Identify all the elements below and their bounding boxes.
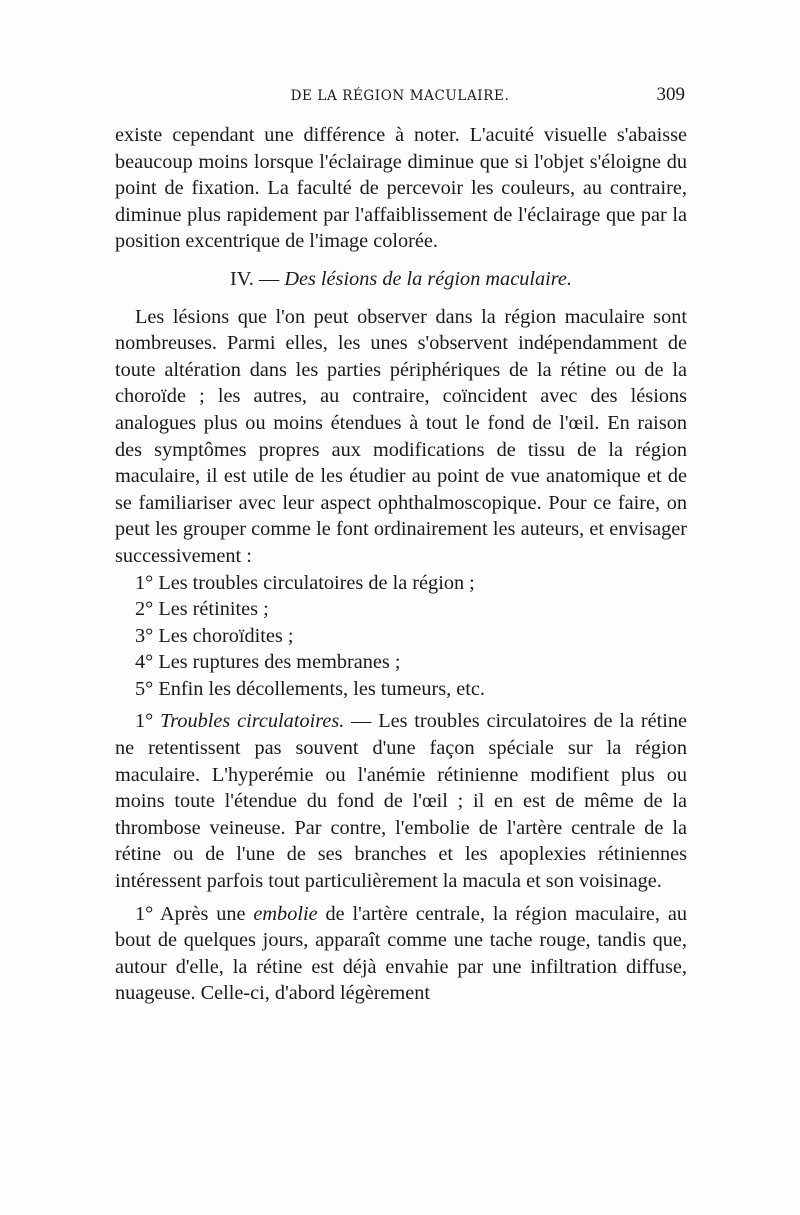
list-item: 3° Les choroïdites ; [135, 624, 294, 647]
list-item: 2° Les rétinites ; [135, 598, 269, 621]
running-head: DE LA RÉGION MACULAIRE. [290, 88, 510, 104]
list-item: 4° Les ruptures des membranes ; [135, 651, 401, 674]
list-item: 5° Enfin les décollements, les tumeurs, etc. [135, 677, 485, 700]
paragraph-text: — Les troubles circulatoires de la rétine ne retentissent pas souvent d'une façon spéciale sur la région maculaire. L'hyperémie ou l'anémie rétinienne modifient plus ou moins toute l'étendue du fond de l'œil ; il en est de même de la thrombose veineuse. Par contre, l'embolie de l'artère centrale de la rétine ou de l'une de ses branches et les apoplexies rétiniennes intéressent parfois tout particulièrement la macula et son voisinage. [115, 710, 688, 893]
paragraph-continuation: existe cependant une différence à noter. L'acuité visuelle s'abaisse beaucoup moins lorsque l'éclairage diminue que si l'objet s'éloigne du point de fixation. La faculté de percevoir les couleurs, au contraire, diminue plus rapidement par l'affaiblissement de l'éclairage que par la position excentrique de l'image colorée. [115, 124, 687, 253]
page-header [115, 84, 685, 114]
subsection-title: Troubles circulatoires. [160, 710, 345, 733]
paragraph-lead: 1° [135, 710, 154, 733]
emphasis-term: embolie [253, 902, 318, 925]
section-number: IV. — [230, 267, 280, 290]
page-body [115, 122, 687, 1007]
section-title: Des lésions de la région maculaire. [284, 267, 572, 290]
lesion-categories-list [115, 570, 687, 703]
paragraph-text: de l'artère centrale, la région maculaire, au bout de quelques jours, apparaît comme une tache rouge, tandis que, autour d'elle, la rétine est déjà envahie par une infiltration diffuse, nuageuse. Celle-ci, d'abord légèrement [115, 902, 687, 1005]
list-item: 1° Les troubles circulatoires de la région ; [135, 571, 475, 594]
page-number: 309 [656, 84, 685, 105]
section-heading [115, 266, 687, 293]
paragraph-lesions-intro: Les lésions que l'on peut observer dans la région maculaire sont nombreuses. Parmi elles, les unes s'observent indépendamment de toute altération dans les parties périphériques de la rétine ou de la choroïde ; les autres, au contraire, coïncident avec des lésions analogues plus ou moins étendues à tout le fond de l'œil. En raison des symptômes propres aux modifications de tissu de la région maculaire, il est utile de les étudier au point de vue anatomique et de se familiariser avec leur aspect ophthalmoscopique. Pour ce faire, on peut les grouper comme le font ordinairement les auteurs, et envisager successivement : [115, 305, 687, 567]
paragraph-lead: 1° Après une [135, 902, 254, 925]
paragraph-circulatory-troubles [115, 708, 687, 894]
paragraph-embolie [115, 901, 687, 1007]
